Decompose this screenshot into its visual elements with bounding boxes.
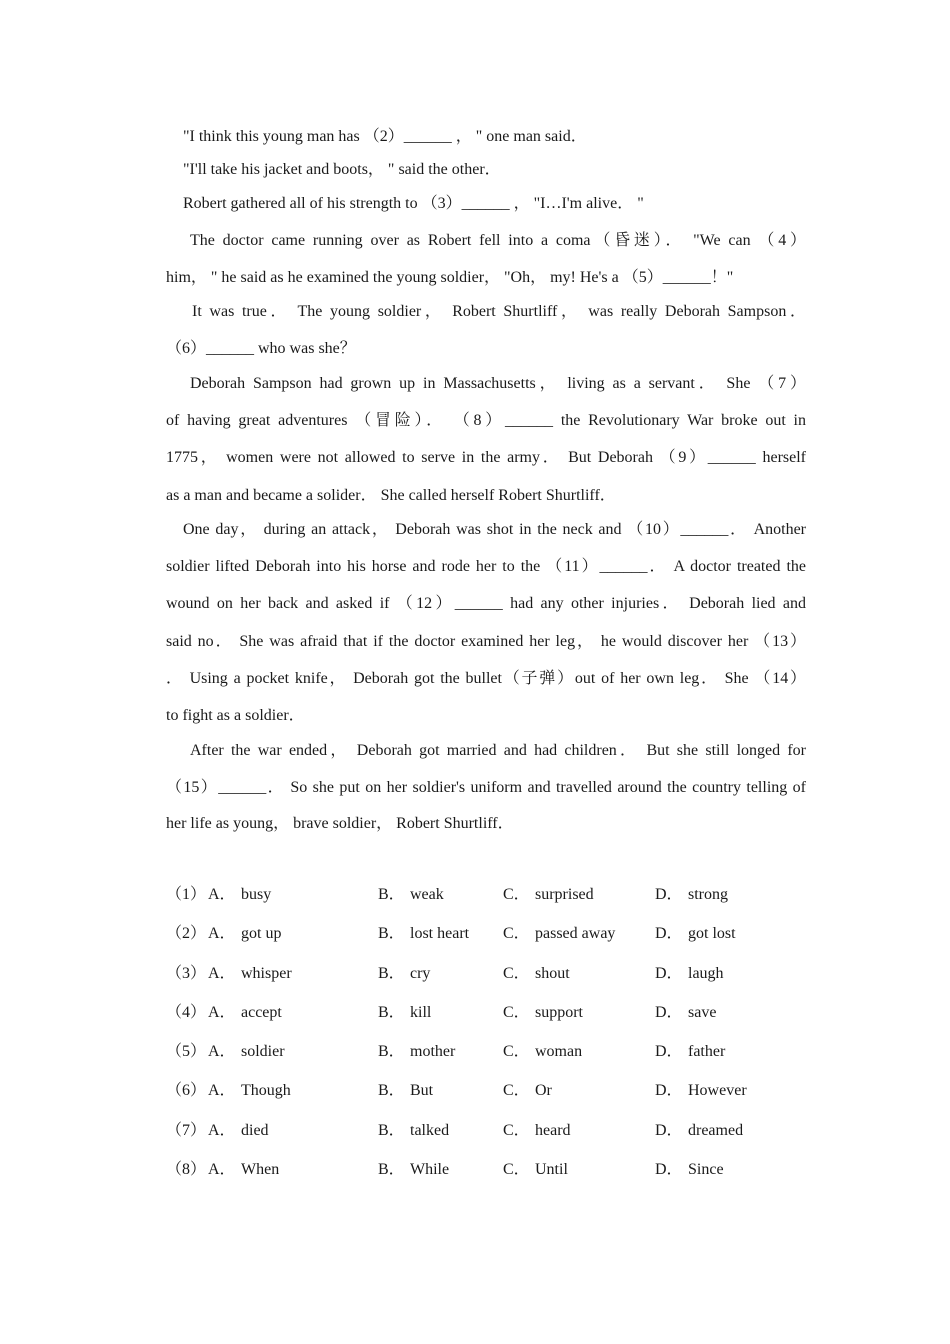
question-number: （6）	[166, 1082, 207, 1100]
option-letter: D．	[655, 1082, 683, 1100]
option-b[interactable]: But	[410, 1082, 434, 1100]
option-letter: D．	[655, 1043, 683, 1061]
question-number: （4）	[166, 1003, 207, 1021]
option-letter: B．	[378, 886, 405, 903]
option-b[interactable]: kill	[410, 1003, 432, 1021]
option-row	[166, 875, 806, 914]
option-letter: D．	[655, 1161, 683, 1179]
passage-line: One day， during an attack， Deborah was shot in the neck and （10）______． Another	[183, 521, 806, 538]
question-number: （7）	[166, 1121, 207, 1139]
option-letter: A．	[208, 1003, 236, 1021]
option-a[interactable]: soldier	[241, 1043, 285, 1061]
option-letter: B．	[378, 1043, 405, 1061]
option-letter: A．	[208, 1082, 236, 1100]
option-a[interactable]: accept	[241, 1003, 282, 1021]
passage-line: （15）______． So she put on her soldier's uniform and travelled around the country telling of	[166, 779, 806, 796]
passage-line: Deborah Sampson had grown up in Massachusetts， living as a servant． She （7）	[190, 375, 806, 392]
passage-line: 1775， women were not allowed to serve in the army． But Deborah （9）______ herself	[166, 449, 806, 466]
passage-line: to fight as a soldier．	[166, 707, 305, 724]
option-b[interactable]: mother	[410, 1043, 456, 1061]
question-number: （2）	[166, 925, 207, 943]
option-d[interactable]: dreamed	[688, 1121, 744, 1139]
option-letter: A．	[208, 1161, 236, 1179]
option-letter: B．	[378, 1161, 405, 1179]
option-letter: B．	[378, 1121, 405, 1139]
passage	[166, 118, 806, 842]
option-a[interactable]: Though	[241, 1082, 291, 1100]
passage-line: It was true． The young soldier， Robert Shurtliff， was really Deborah Sampson．	[192, 303, 806, 320]
option-letter: B．	[378, 925, 405, 943]
option-c[interactable]: Until	[535, 1161, 568, 1179]
passage-line: "I'll take his jacket and boots， " said the other．	[183, 161, 501, 178]
option-letter: D．	[655, 1121, 683, 1139]
option-letter: C．	[503, 1003, 530, 1021]
option-letter: C．	[503, 925, 530, 943]
option-letter: A．	[208, 964, 236, 982]
passage-line: "I think this young man has （2）______ ， " one man said．	[183, 128, 587, 145]
option-letter: C．	[503, 1043, 530, 1061]
option-a[interactable]: busy	[241, 886, 272, 903]
option-letter: C．	[503, 1121, 530, 1139]
option-row	[166, 914, 806, 953]
option-d[interactable]: father	[688, 1043, 726, 1061]
passage-line: （6）______ who was she？	[166, 340, 356, 357]
passage-line: wound on her back and asked if （12）______ had any other injuries． Deborah lied and	[166, 595, 806, 612]
option-d[interactable]: However	[688, 1082, 747, 1100]
option-b[interactable]: While	[410, 1161, 450, 1179]
option-c[interactable]: woman	[535, 1043, 583, 1061]
question-number: （8）	[166, 1161, 207, 1179]
passage-line: of having great adventures （冒险）． （8）______ the Revolutionary War broke out in	[166, 412, 806, 429]
passage-line: Robert gathered all of his strength to （3）______ ， "I…I'm alive． "	[183, 195, 644, 212]
option-letter: C．	[503, 1082, 530, 1100]
option-a[interactable]: whisper	[241, 964, 292, 982]
option-letter: B．	[378, 1003, 405, 1021]
answer-options	[166, 875, 806, 1189]
option-a[interactable]: When	[241, 1161, 280, 1179]
option-row	[166, 1032, 806, 1071]
passage-line: After the war ended， Deborah got married and had children． But she still longed for	[190, 742, 806, 759]
passage-line: said no． She was afraid that if the doctor examined her leg， he would discover her （13）	[166, 633, 806, 650]
option-b[interactable]: talked	[410, 1121, 450, 1139]
option-c[interactable]: Or	[535, 1082, 552, 1100]
option-letter: A．	[208, 886, 236, 903]
option-d[interactable]: laugh	[688, 964, 724, 982]
option-b[interactable]: weak	[410, 886, 444, 903]
option-row	[166, 1150, 806, 1189]
question-number: （5）	[166, 1043, 207, 1061]
option-letter: D．	[655, 1003, 683, 1021]
option-row	[166, 1071, 806, 1110]
passage-line: soldier lifted Deborah into his horse and rode her to the （11）______． A doctor treated the	[166, 558, 806, 575]
option-c[interactable]: support	[535, 1003, 583, 1021]
option-c[interactable]: surprised	[535, 886, 594, 903]
option-letter: B．	[378, 964, 405, 982]
option-letter: A．	[208, 1121, 236, 1139]
option-letter: C．	[503, 1161, 530, 1179]
passage-line: ． Using a pocket knife， Deborah got the bullet（子弹）out of her own leg． She （14）	[166, 670, 806, 687]
option-letter: B．	[378, 1082, 405, 1100]
option-b[interactable]: lost heart	[410, 925, 470, 943]
option-letter: D．	[655, 925, 683, 943]
option-c[interactable]: passed away	[535, 925, 616, 943]
option-c[interactable]: heard	[535, 1121, 571, 1139]
option-row	[166, 993, 806, 1032]
passage-line: him， " he said as he examined the young soldier， "Oh， my! He's a （5）______！"	[166, 269, 734, 286]
option-letter: C．	[503, 886, 530, 903]
option-d[interactable]: got lost	[688, 925, 736, 943]
passage-line: The doctor came running over as Robert fell into a coma（昏迷）． "We can （4）	[190, 232, 806, 249]
option-a[interactable]: got up	[241, 925, 282, 943]
option-b[interactable]: cry	[410, 964, 431, 982]
option-row	[166, 954, 806, 993]
option-d[interactable]: save	[688, 1003, 717, 1021]
option-d[interactable]: strong	[688, 886, 728, 903]
option-letter: C．	[503, 964, 530, 982]
option-a[interactable]: died	[241, 1121, 269, 1139]
passage-line: as a man and became a solider． She called herself Robert Shurtliff．	[166, 487, 616, 504]
option-d[interactable]: Since	[688, 1161, 724, 1179]
option-letter: D．	[655, 886, 683, 903]
option-letter: A．	[208, 925, 236, 943]
option-letter: D．	[655, 964, 683, 982]
option-row	[166, 1111, 806, 1150]
question-number: （3）	[166, 964, 207, 982]
question-number: （1）	[166, 886, 207, 903]
passage-line: her life as young， brave soldier， Robert Shurtliff．	[166, 815, 514, 832]
option-letter: A．	[208, 1043, 236, 1061]
option-c[interactable]: shout	[535, 964, 570, 982]
